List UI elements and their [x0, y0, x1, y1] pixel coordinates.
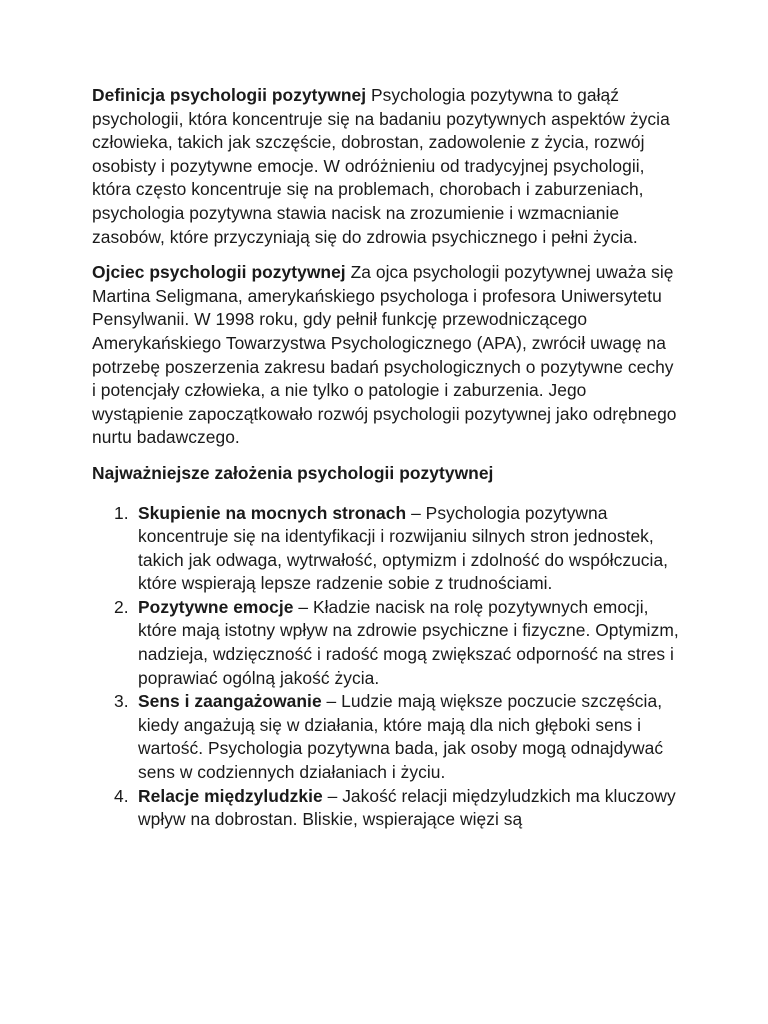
list-item	[114, 785, 682, 832]
list-item-term: Pozytywne emocje	[138, 596, 294, 617]
list-item-number: 2.	[114, 596, 129, 617]
paragraph-text: Psychologia pozytywna to gałąź psychologii, która koncentruje się na badaniu pozytywnych aspektów życia człowieka, takich jak szczęście, dobrostan, zadowolenie z życia, rozwój osobisty i pozytywne emocje. W odróżnieniu od tradycyjnej psychologii, która często koncentruje się na problemach, chorobach i zaburzeniach, psychologia pozytywna stawia nacisk na zrozumienie i wzmacnianie zasobów, które przyczyniają się do zdrowia psychicznego i pełni życia.	[92, 85, 670, 247]
list-item-text: – Kładzie nacisk na rolę pozytywnych emocji, które mają istotny wpływ na zdrowie psychiczne i fizyczne. Optymizm, nadzieja, wdzięczność i radość mogą zwiększać odporność na stres i poprawiać ogólną jakość życia.	[138, 596, 679, 688]
list-item-number: 4.	[114, 785, 129, 806]
list-item-number: 1.	[114, 502, 129, 523]
paragraph-term: Ojciec psychologii pozytywnej	[92, 262, 346, 283]
list-item-term: Sens i zaangażowanie	[138, 691, 322, 712]
list-item-text: – Jakość relacji międzyludzkich ma kluczowy wpływ na dobrostan. Bliskie, wspierające więzi są	[138, 785, 676, 830]
list-item	[114, 596, 682, 690]
list-item	[114, 502, 682, 596]
list-item-text: – Psychologia pozytywna koncentruje się na identyfikacji i rozwijaniu silnych stron jednostek, takich jak odwaga, wytrwałość, optymizm i zdolność do współczucia, które wspierają lepsze radzenie sobie z trudnościami.	[138, 502, 669, 594]
list-item-number: 3.	[114, 691, 129, 712]
section-heading: Najważniejsze założenia psychologii pozytywnej	[92, 462, 494, 483]
list-item-term: Skupienie na mocnych stronach	[138, 502, 407, 523]
list-item-term: Relacje międzyludzkie	[138, 785, 323, 806]
paragraph-text: Za ojca psychologii pozytywnej uważa się Martina Seligmana, amerykańskiego psychologa i profesora Uniwersytetu Pensylwanii. W 1998 roku, gdy pełnił funkcję przewodniczącego Amerykańskiego Towarzystwa Psychologicznego (APA), zwrócił uwagę na potrzebę poszerzenia zakresu badań psychologicznych o pozytywne cechy i potencjały człowieka, a nie tylko o patologie i zaburzenia. Jego wystąpienie zapoczątkowało rozwój psychologii pozytywnej jako odrębnego nurtu badawczego.	[92, 262, 677, 448]
list-item	[114, 690, 682, 784]
paragraph-term: Definicja psychologii pozytywnej	[92, 85, 367, 105]
list-item-text: – Ludzie mają większe poczucie szczęścia, kiedy angażują się w działania, które mają dla nich głęboki sens i wartość. Psychologia pozytywna bada, jak osoby mogą odnajdywać sens w codziennych działaniach i życiu.	[138, 691, 664, 783]
document-page	[92, 84, 682, 832]
assumptions-list	[92, 502, 682, 832]
paragraph-father	[92, 261, 682, 450]
paragraph-definition	[92, 84, 682, 249]
